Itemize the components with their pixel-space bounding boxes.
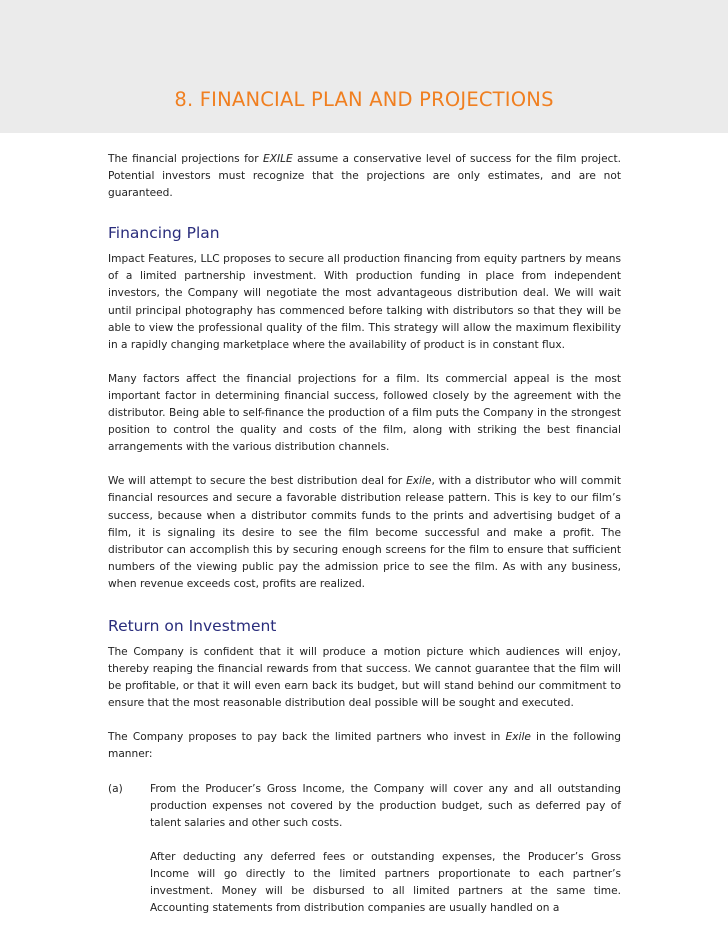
intro-paragraph (108, 151, 621, 202)
list-item-a-paragraph-1: From the Producer’s Gross Income, the Company will cover any and all outstanding production expenses not covered by the production budget, such as deferred pay of talent salaries and other such costs. (150, 782, 621, 829)
page-title: 8. FINANCIAL PLAN AND PROJECTIONS (174, 88, 554, 111)
financing-paragraph-3 (108, 473, 621, 593)
roi-p2-start: The Company proposes to pay back the limited partners who invest in (108, 731, 506, 744)
list-item-a (108, 781, 621, 918)
list-marker: (a) (108, 782, 123, 795)
financing-p3-start: We will attempt to secure the best distribution deal for (108, 475, 407, 488)
intro-text-end: assume a conservative level of success for the film project. Potential investors must recognize that the projections are only estimates, and are not guaranteed. (108, 153, 621, 200)
financing-p3-end: , with a distributor who will commit financial resources and secure a favorable distribution release pattern. This is key to our film’s success, because when a distributor commits funds to the prints and advertising budget of a film, it is signaling its desire to see the film become successful and make a profit. The distributor can accomplish this by securing enough screens for the film to ensure that sufficient numbers of the viewing public pay the admission price to see the film. As with any business, when revenue exceeds cost, profits are realized. (108, 475, 621, 590)
financing-paragraph-2: Many factors affect the financial projections for a film. Its commercial appeal is the most important factor in determining financial success, followed closely by the agreement with the distributor. Being able to self-finance the production of a film puts the Company in the strongest position to control the quality and costs of the film, along with striking the best financial arrangements with the various distribution channels. (108, 372, 621, 454)
financing-paragraph-1: Impact Features, LLC proposes to secure all production financing from equity partners by means of a limited partnership investment. With production funding in place from independent investors, the Company will negotiate the most advantageous distribution deal. We will wait until principal photography has commenced before talking with distributors so that they will be able to view the professional quality of the film. This strategy will allow the maximum flexibility in a rapidly changing marketplace where the availability of product is in constant flux. (108, 253, 621, 351)
financing-p3-film-title: Exile (406, 475, 432, 488)
intro-film-title: EXILE (263, 153, 293, 165)
document-body (108, 151, 621, 917)
roi-p2-end: in the following manner: (108, 731, 622, 761)
roi-paragraph-1: The Company is confident that it will produce a motion picture which audiences will enjoy, thereby reaping the financial rewards from that success. We cannot guarantee that the film will be profitable, or that it will even earn back its budget, but will stand behind our commitment to ensure that the most reasonable distribution deal possible will be sought and executed. (108, 645, 621, 710)
financing-plan-heading: Financing Plan (108, 224, 220, 243)
roi-paragraph-2 (108, 729, 621, 763)
roi-p2-film-title: Exile (505, 731, 531, 744)
return-on-investment-heading: Return on Investment (108, 616, 277, 635)
intro-text-start: The financial projections for (108, 153, 264, 165)
list-item-a-paragraph-2: After deducting any deferred fees or outstanding expenses, the Producer’s Gross Income will go directly to the limited partners proportionate to each partner’s investment. Money will be disbursed to all limited partners at the same time. Accounting statements from distribution companies are usually handled on a (150, 850, 621, 915)
